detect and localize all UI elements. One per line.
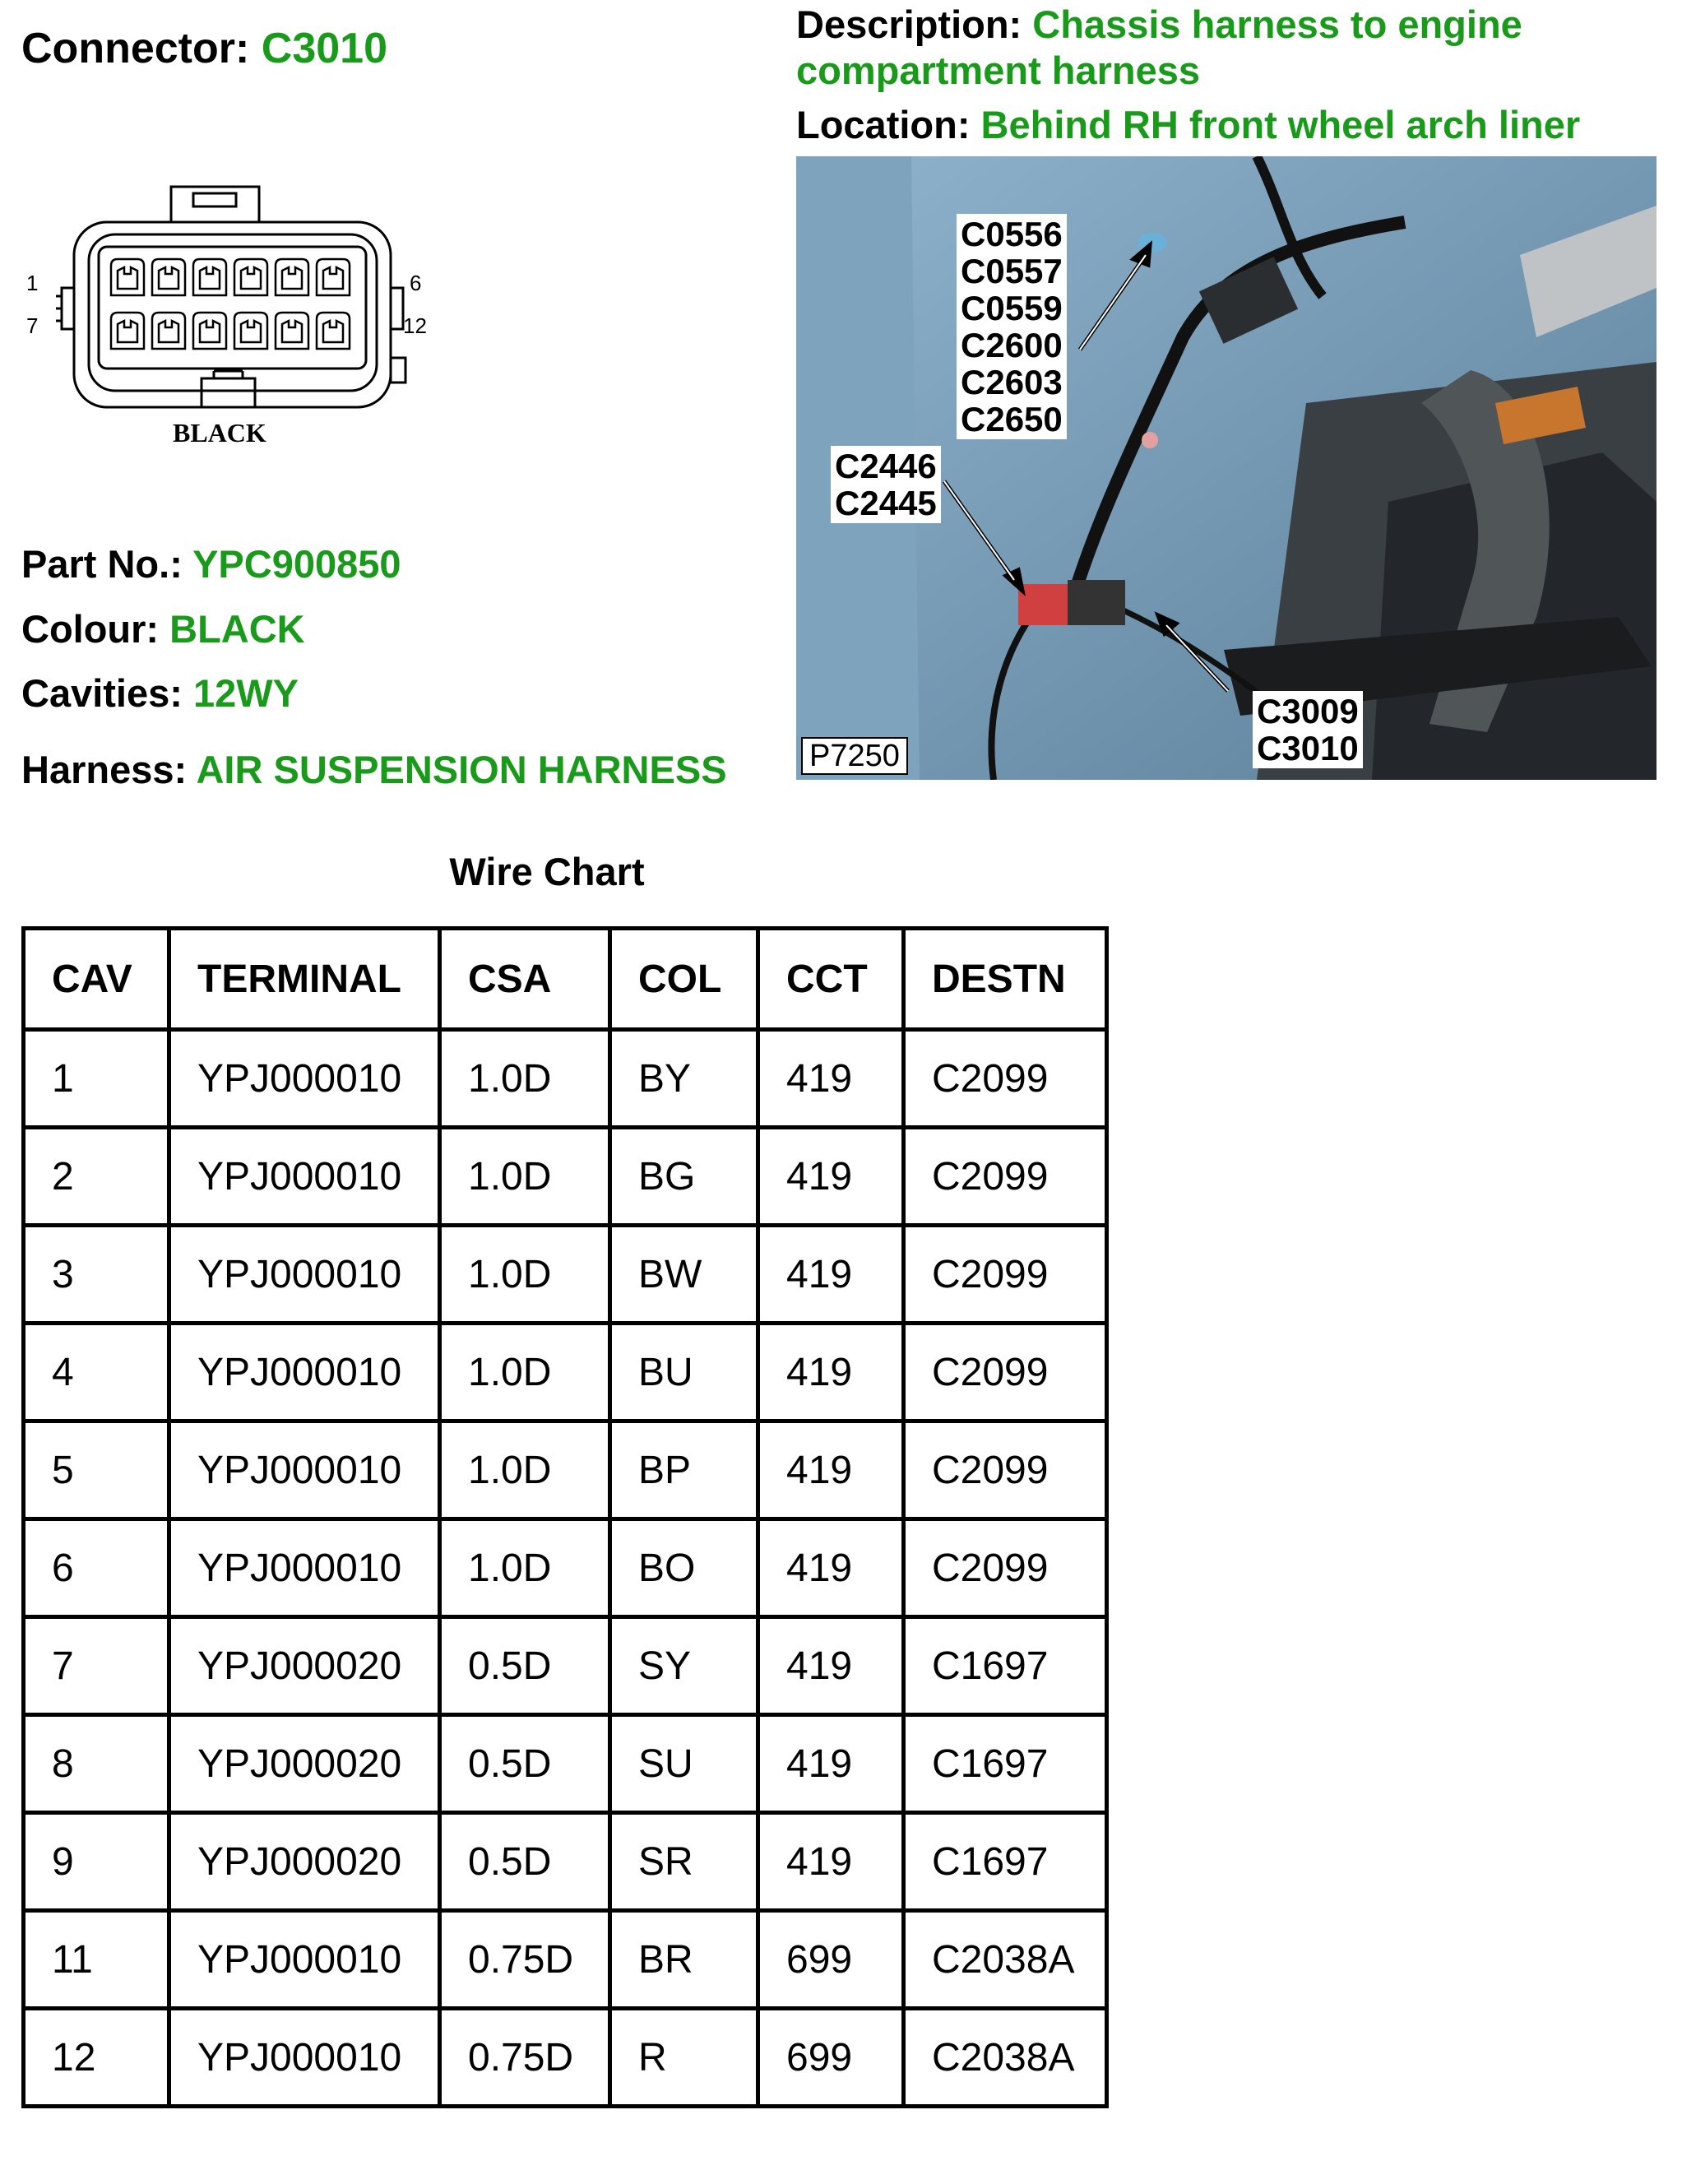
table-row <box>24 1128 1107 1226</box>
callout-upper-connectors: C0556 C0557 C0559 C2600 C2603 C2650 <box>957 214 1067 439</box>
connector-face-diagram <box>16 169 444 457</box>
cavity-terminal <box>200 267 220 289</box>
table-cell: 3 <box>24 1226 169 1324</box>
table-row <box>24 1911 1107 2009</box>
table-cell: 5 <box>24 1421 169 1519</box>
photo-reference: P7250 <box>801 737 908 775</box>
connector-colour-text: BLACK <box>173 418 266 447</box>
table-cell: 1.0D <box>440 1421 610 1519</box>
connector-outline <box>16 169 444 457</box>
table-row <box>24 1813 1107 1911</box>
cavity-terminal <box>241 321 261 342</box>
table-cell: 419 <box>758 1128 904 1226</box>
table-cell: 7 <box>24 1617 169 1715</box>
table-cell: 1 <box>24 1030 169 1128</box>
table-cell: 8 <box>24 1715 169 1813</box>
connector-cavity <box>276 259 308 295</box>
table-cell: YPJ000010 <box>169 1519 440 1617</box>
table-cell: 1.0D <box>440 1030 610 1128</box>
table-cell: 419 <box>758 1617 904 1715</box>
table-cell: C1697 <box>904 1813 1107 1911</box>
connector-cavity <box>152 259 185 295</box>
location-value: Behind RH front wheel arch liner <box>980 103 1581 146</box>
table-cell: C1697 <box>904 1715 1107 1813</box>
description-label: Description: Chassis harness to engine compartment harness <box>796 2 1522 93</box>
table-cell: R <box>610 2009 758 2107</box>
table-row <box>24 1030 1107 1128</box>
table-cell: 419 <box>758 1519 904 1617</box>
table-cell: 6 <box>24 1519 169 1617</box>
table-cell: SR <box>610 1813 758 1911</box>
cavity-terminal <box>159 267 178 289</box>
pin-7-label: 7 <box>26 313 39 338</box>
connector-cavity <box>276 313 308 349</box>
table-cell: YPJ000010 <box>169 1226 440 1324</box>
table-cell: 0.5D <box>440 1617 610 1715</box>
table-row <box>24 1421 1107 1519</box>
table-cell: 1.0D <box>440 1519 610 1617</box>
table-cell: BG <box>610 1128 758 1226</box>
table-cell: C2099 <box>904 1421 1107 1519</box>
callout-left-connectors: C2446 C2445 <box>831 446 941 523</box>
table-cell: YPJ000010 <box>169 2009 440 2107</box>
part-no-value: YPC900850 <box>192 542 401 586</box>
table-cell: 419 <box>758 1030 904 1128</box>
table-row <box>24 2009 1107 2107</box>
location-photo <box>796 156 1657 780</box>
cavities-value: 12WY <box>192 671 299 715</box>
table-cell: C1697 <box>904 1617 1107 1715</box>
description-line2: compartment harness <box>796 49 1201 93</box>
column-header: CCT <box>758 929 904 1030</box>
table-cell: 699 <box>758 1911 904 2009</box>
table-cell: 0.75D <box>440 1911 610 2009</box>
table-cell: 12 <box>24 2009 169 2107</box>
connector-cavity <box>193 313 226 349</box>
table-cell: 4 <box>24 1324 169 1421</box>
table-cell: 0.5D <box>440 1715 610 1813</box>
cavity-terminal <box>282 321 302 342</box>
cavity-terminal <box>323 267 343 289</box>
connector-cavity <box>234 259 267 295</box>
table-cell: BP <box>610 1421 758 1519</box>
connector-cavity <box>193 259 226 295</box>
location-label: Location: Behind RH front wheel arch liner <box>796 103 1581 146</box>
table-cell: C2099 <box>904 1324 1107 1421</box>
connector-id: C3010 <box>261 25 388 72</box>
cavity-terminal <box>159 321 178 342</box>
table-header-row <box>24 929 1107 1030</box>
table-cell: 0.75D <box>440 2009 610 2107</box>
cavity-terminal <box>323 321 343 342</box>
harness-label: Harness: AIR SUSPENSION HARNESS <box>21 748 727 791</box>
table-row <box>24 1617 1107 1715</box>
callout-target-connectors: C3009 C3010 <box>1253 691 1363 768</box>
column-header: COL <box>610 929 758 1030</box>
table-cell: C2038A <box>904 2009 1107 2107</box>
table-cell: YPJ000020 <box>169 1715 440 1813</box>
table-cell: 699 <box>758 2009 904 2107</box>
cavity-terminal <box>200 321 220 342</box>
part-no-label: Part No.: YPC900850 <box>21 542 401 586</box>
connector-cavity <box>111 313 144 349</box>
table-cell: 419 <box>758 1813 904 1911</box>
wire-chart-title: Wire Chart <box>449 850 645 893</box>
table-cell: BW <box>610 1226 758 1324</box>
column-header: DESTN <box>904 929 1107 1030</box>
table-row <box>24 1324 1107 1421</box>
pin-6-label: 6 <box>410 271 422 295</box>
column-header: CAV <box>24 929 169 1030</box>
table-cell: 1.0D <box>440 1324 610 1421</box>
table-cell: YPJ000010 <box>169 1128 440 1226</box>
table-cell: YPJ000010 <box>169 1911 440 2009</box>
table-cell: C2099 <box>904 1226 1107 1324</box>
table-cell: YPJ000010 <box>169 1324 440 1421</box>
cavity-terminal <box>241 267 261 289</box>
table-cell: 1.0D <box>440 1128 610 1226</box>
table-cell: BU <box>610 1324 758 1421</box>
connector-cavity <box>317 259 350 295</box>
cavity-terminal <box>118 321 137 342</box>
table-body <box>24 1030 1107 2107</box>
column-header: CSA <box>440 929 610 1030</box>
table-cell: C2099 <box>904 1128 1107 1226</box>
table-cell: 1.0D <box>440 1226 610 1324</box>
table-cell: BR <box>610 1911 758 2009</box>
table-cell: YPJ000020 <box>169 1617 440 1715</box>
table-cell: C2099 <box>904 1519 1107 1617</box>
table-cell: 419 <box>758 1715 904 1813</box>
pin-1-label: 1 <box>26 271 39 295</box>
table-cell: 419 <box>758 1421 904 1519</box>
table-row <box>24 1519 1107 1617</box>
column-header: TERMINAL <box>169 929 440 1030</box>
table-cell: YPJ000010 <box>169 1030 440 1128</box>
cavity-terminal <box>282 267 302 289</box>
table-cell: YPJ000010 <box>169 1421 440 1519</box>
table-row <box>24 1226 1107 1324</box>
table-cell: 0.5D <box>440 1813 610 1911</box>
colour-label: Colour: BLACK <box>21 607 305 651</box>
cavity-terminal <box>118 267 137 289</box>
table-cell: BO <box>610 1519 758 1617</box>
connector-cavity <box>234 313 267 349</box>
table-cell: C2099 <box>904 1030 1107 1128</box>
table-cell: 419 <box>758 1324 904 1421</box>
pin-12-label: 12 <box>403 313 427 338</box>
table-row <box>24 1715 1107 1813</box>
connector-cavity <box>111 259 144 295</box>
table-cell: YPJ000020 <box>169 1813 440 1911</box>
table-cell: SU <box>610 1715 758 1813</box>
connector-cavity <box>317 313 350 349</box>
wire-chart-table <box>21 926 1109 2108</box>
table-cell: BY <box>610 1030 758 1128</box>
table-cell: 11 <box>24 1911 169 2009</box>
description-line1: Chassis harness to engine <box>1032 2 1522 46</box>
connector-cavity <box>152 313 185 349</box>
colour-value: BLACK <box>169 607 305 651</box>
table-cell: 419 <box>758 1226 904 1324</box>
table-cell: 9 <box>24 1813 169 1911</box>
table-cell: C2038A <box>904 1911 1107 2009</box>
harness-value: AIR SUSPENSION HARNESS <box>196 748 727 791</box>
table-cell: SY <box>610 1617 758 1715</box>
connector-label: Connector: C3010 <box>21 25 388 72</box>
table-cell: 2 <box>24 1128 169 1226</box>
cavities-label: Cavities: 12WY <box>21 671 299 715</box>
